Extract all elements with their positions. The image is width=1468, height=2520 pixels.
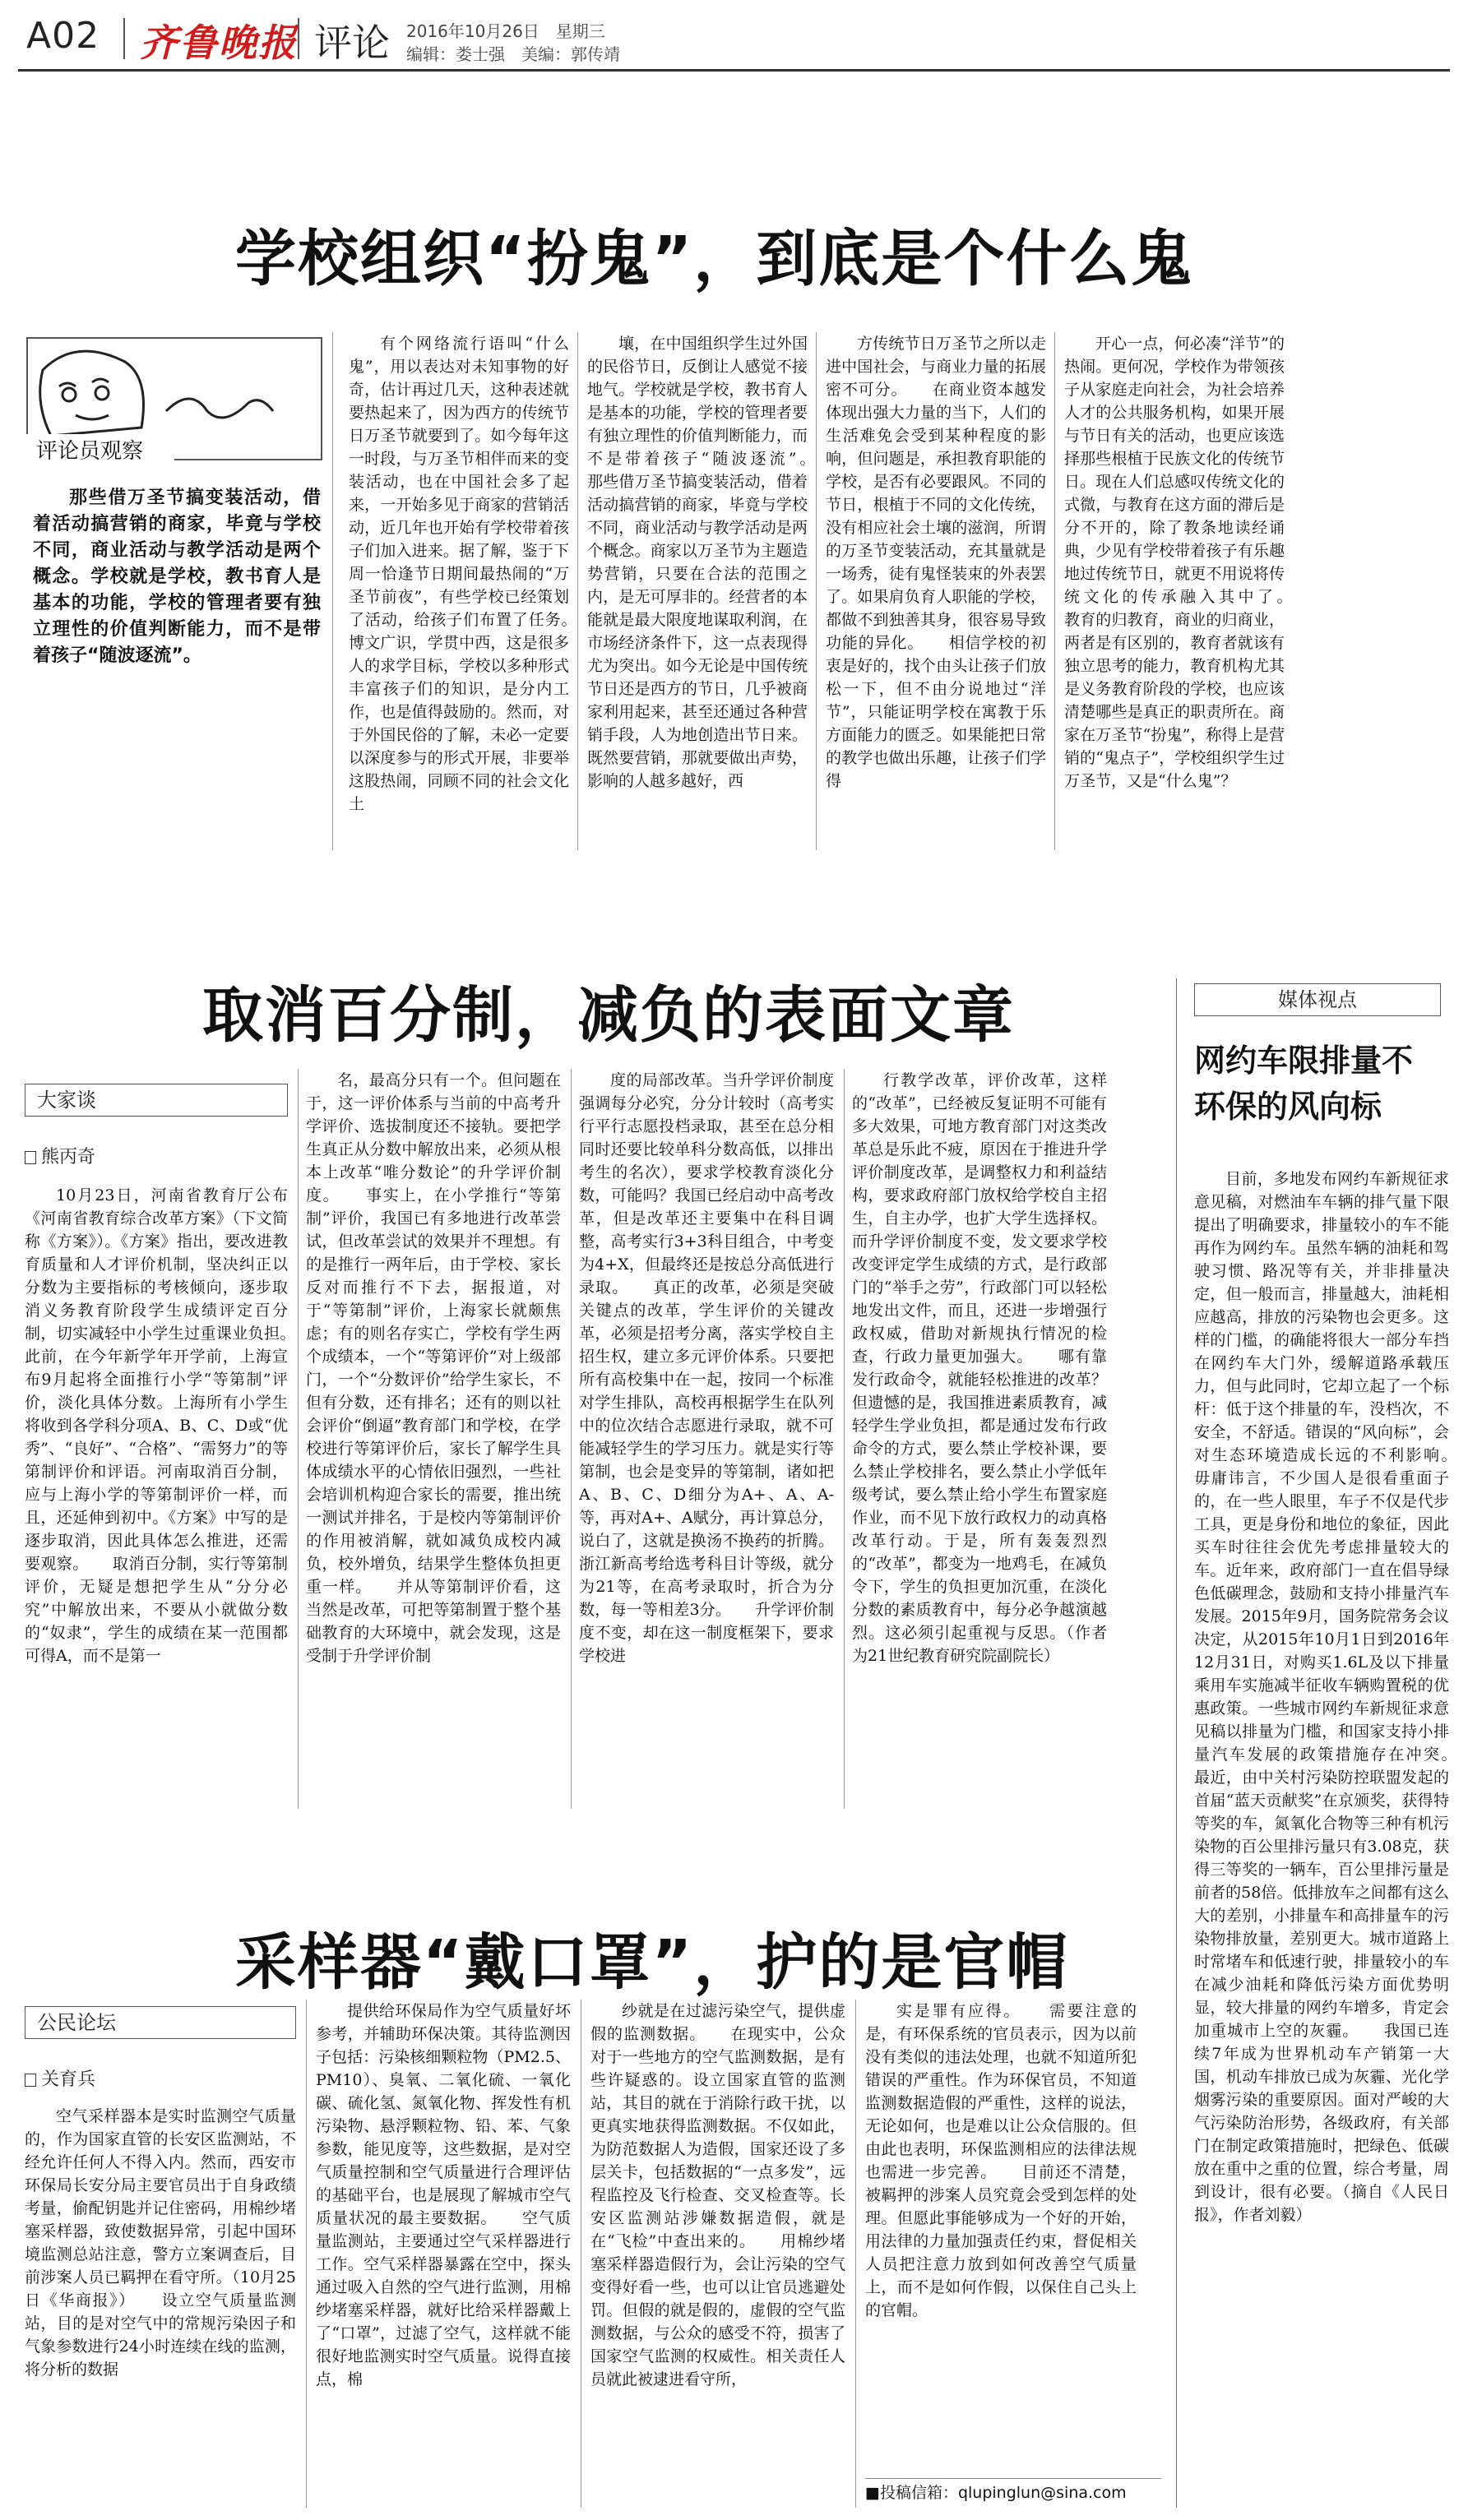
article3-column-2: 提供给环保局作为空气质量好坏参考，并辅助环保决策。其待监测因子包括：污染核细颗粒物（PM2.5、PM10）、臭氧、二氧化硫、一氧化碳、硫化氢、氮氧化物、挥发性有机污染物、悬浮颗粒物、铅、苯、气象参数，能见度等，这些数据，是对空气质量控制和空气质量进行合理评估的基础平台，也是展现了解城市空气质量状况的最主要数据。 空气质量监测站，主要通过空气采样器进行工作。空气采样器暴露在空中，探头通过吸入自然的空气进行监测，用棉纱堵塞采样器，就好比给采样器戴上了“口罩”，过滤了空气，这样就不能很好地监测实时空气质量。说得直接点，棉: [316, 2002, 571, 2388]
column-rule: [332, 332, 333, 850]
column-rule: [306, 2000, 307, 2508]
article1-column-1: 有个网络流行语叫“什么鬼”，用以表达对未知事物的好奇，估计再过几天，这种表述就要热起来了，因为西方的传统节日万圣节就要到了。如今每年这一时段，与万圣节相伴而来的变装活动，也在中国社会多了起来，一开始多见于商家的营销活动，近几年也开始有学校带着孩子们加入进来。据了解，鉴于下周一恰逢节日期间最热闹的“万圣节前夜”，有些学校已经策划了活动，给孩子们布置了任务。 博文广识，学贯中西，这是很多人的求学目标，学校以多种形式丰富孩子们的知识，是分内工作，也是值得鼓励的。然而，对于外国民俗的了解，未必一定要以深度参与的形式开展，非要举这股热闹，同顾不同的社会文化土: [349, 335, 569, 813]
sidebar-title: 网约车限排量不环保的风向标: [1194, 1043, 1414, 1125]
author-byline: [25, 2065, 95, 2091]
column-rule: [571, 1069, 572, 1809]
article1-column-3: 方传统节日万圣节之所以走进中国社会，与商业力量的拓展密不可分。 在商业资本越发体现出强大力量的当下，人们的生活难免会受到某种程度的影响，但问题是，承担教育职能的学校，是否有必要跟风。不同的节日，根植于不同的文化传统，没有相应社会土壤的滋润，所谓的万圣节变装活动，充其量就是一场秀，徒有鬼怪装束的外表罢了。如果肩负育人职能的学校，都做不到独善其身，很容易导致功能的异化。 相信学校的初衷是好的，找个由头让孩子们放松一下，但不由分说地过“洋节”，只能证明学校在寓教于乐方面能力的匮乏。如果能把日常的教学也做出乐趣，让孩子们学得: [826, 335, 1046, 790]
column-label: 评论员观察: [26, 434, 174, 469]
article3-headline: 采样器“戴口罩”，护的是官帽: [235, 1927, 1069, 1998]
header-divider: [123, 18, 125, 59]
author-byline: [25, 1143, 95, 1168]
author-name: 关育兵: [41, 2069, 96, 2090]
article1-column-4: 开心一点，何必凑“洋节”的热闹。更何况，学校作为带领孩子从家庭走向社会，为社会培养人才的公共服务机构，如果开展与节日有关的活动，也更应该选择那些根植于民族文化的传统节日。现在人们总感叹传统文化的式微，与教育在这方面的滞后是分不开的，除了教条地读经诵典，少见有学校带着孩子有乐趣地过传统节日，就更不用说将传统文化的传承融入其中了。 教育的归教育，商业的归商业，两者是有区别的，教育者就该有独立思考的能力，教育机构尤其是义务教育阶段的学校，也应该清楚哪些是真正的职责所在。商家在万圣节“扮鬼”，称得上是营销的“鬼点子”，学校组织学生过万圣节，又是“什么鬼”？: [1064, 335, 1285, 790]
article1-column-2: 壤，在中国组织学生过外国的民俗节日，反倒让人感觉不接地气。学校就是学校，教书育人是基本的功能，学校的管理者要有独立理性的价值判断能力，而不是带着孩子“随波逐流”。 那些借万圣节搞变装活动，借着活动搞营销的商家，毕竟与学校不同，商业活动与教学活动是两个概念。商家以万圣节为主题造势营销，只要在合法的范围之内，是无可厚非的。经营者的本能就是最大限度地谋取利润，在市场经济条件下，这一点表现得尤为突出。如今无论是中国传统节日还是西方的节日，几乎被商家利用起来，甚至还通过各种营销手段，人为地创造出节日来。既然要营销，那就要做出声势，影响的人越多越好，西: [587, 335, 808, 790]
contribute-email: ■投稿信箱：qlupinglun@sina.com: [865, 2478, 1161, 2506]
article2-headline: 取消百分制，减负的表面文章: [202, 980, 1015, 1051]
date-line: 2016年10月26日 星期三: [406, 21, 605, 41]
column-rule: [577, 332, 578, 850]
byline-marker: [25, 2074, 36, 2087]
article1-headline: 学校组织“扮鬼”，到底是个什么鬼: [235, 224, 1194, 294]
article2-column-1: 10月23日，河南省教育厅公布《河南省教育综合改革方案》（下文简称《方案》）。《方案》指出，要改进教育质量和人才评价机制，坚决纠正以分数为主要指标的考核倾向，逐步取消义务教育阶段学生成绩评定百分制，切实减轻中小学生过重课业负担。 此前，在今年新学年开学前，上海宣布9月起将全面推行小学“等第制”评价，淡化具体分数。上海所有小学生将收到各学科分项A、B、C、D或“优秀”、“良好”、“合格”、“需努力”的等第制评价和评语。河南取消百分制，应与上海小学的等第制评价一样，而且，还延伸到初中。《方案》中写的是逐步取消，因此具体怎么推进，还需要观察。 取消百分制，实行等第制评价，无疑是想把学生从“分分必究”中解放出来，不要从小就做分数的“奴隶”，学生的成绩在某一范围都可得A，而不是第一: [25, 1186, 288, 1665]
column-rule: [844, 1069, 845, 1809]
article2-column-2: 名，最高分只有一个。但问题在于，这一评价体系与当前的中高考升学评价、选拔制度还不接轨。要把学生真正从分数中解放出来，必须从根本上改革“唯分数论”的升学评价制度。 事实上，在小学推行“等第制”评价，我国已有多地进行改革尝试，但改革尝试的效果并不理想。有的是推行一两年后，由于学校、家长反对而推行不下去，据报道，对于“等第制”评价，上海家长就颇焦虑；有的则名存实亡，学校有学生两个成绩本，一个“等第评价”对上级部门，一个“分数评价”给学生家长，不但有分数，还有排名；还有的则以社会评价“倒逼”教育部门和学校，在学校进行等第评价后，家长了解学生具体成绩水平的心情依旧强烈，一些社会培训机构迎合家长的需要，推出统一测试并排名，于是校内等第制评价的作用被消解，就如减负成校内减负，校外增负，结果学生整体负担更重一样。 并从等第制评价看，这当然是改革，可把等第制置于整个基础教育的大环境中，就会发现，这是受制于升学评价制: [306, 1071, 561, 1665]
header-rule: [18, 69, 1450, 72]
article1-lead: 那些借万圣节搞变装活动，借着活动搞营销的商家，毕竟与学校不同，商业活动与教学活动是两个概念。学校就是学校，教书育人是基本的功能，学校的管理者要有独立理性的价值判断能力，而不是带着孩子“随波逐流”。: [33, 488, 321, 666]
article3-column-4: 实是罪有应得。 需要注意的是，有环保系统的官员表示，因为以前没有类似的违法处理，也就不知道所犯错误的严重性。作为环保官员，不知道监测数据造假的严重性，这样的说法，无论如何，也是难以让公众信服的。但由此也表明，环保监测相应的法律法规也需进一步完善。 目前还不清楚，被羁押的涉案人员究竟会受到怎样的处理。但愿此事能够成为一个好的开始，用法律的力量加强责任约束，督促相关人员把注意力放到如何改善空气质量上，而不是如何作假，以保住自己头上的官帽。: [865, 2002, 1137, 2319]
header-divider: [298, 18, 299, 59]
section-name: 评论: [314, 21, 390, 65]
column-label: 公民论坛: [25, 2006, 296, 2039]
page-number: A02: [26, 15, 100, 57]
article2-column-3: 度的局部改革。当升学评价制度强调每分必究，分分计较时（高考实行平行志愿投档录取，甚至在总分相同时还要比较单科分数高低，以排出考生的名次），要求学校教育淡化分数，可能吗？我国已经启动中高考改革，但是改革还主要集中在科目调整，高考实行3+3科目组合，中考变为4+X，但最终还是按总分高低进行录取。 真正的改革，必须是突破关键点的改革，学生评价的关键改革，必须是招考分离，落实学校自主招生权，建立多元评价体系。只要把所有高校集中在一起，按同一个标准对学生排队，高校再根据学生在队列中的位次结合志愿进行录取，就不可能减轻学生的学习压力。就是实行等第制，也会是变异的等第制，诸如把A、B、C、D细分为A+、A、A-等，再对A+、A赋分，再计算总分，说白了，这就是换汤不换药的折腾。浙江新高考给选考科目计等级，就分为21等，在高考录取时，折合为分数，每一等相差3分。 升学评价制度不变，却在这一制度框架下，要求学校进: [579, 1071, 834, 1665]
column-rule: [1054, 332, 1055, 850]
sidebar-label: 媒体视点: [1194, 983, 1441, 1016]
newspaper-logo: 齐鲁晚报: [140, 21, 298, 65]
column-rule: [298, 1069, 299, 1809]
sidebar-body: 目前，多地发布网约车新规征求意见稿，对燃油车车辆的排气量下限提出了明确要求，排量较小的车不能再作为网约车。虽然车辆的油耗和驾驶习惯、路况等有关，并非排量决定，但一般而言，排量越大，油耗相应越高，排放的污染物也会更多。这样的门槛，的确能将很大一部分车挡在网约车大门外，缓解道路承载压力，但与此同时，它却立起了一个标杆：低于这个排量的车，没档次，不安全，不舒适。错误的“风向标”，会对生态环境造成长远的不利影响。 毋庸讳言，不少国人是很看重面子的，在一些人眼里，车子不仅是代步工具，更是身份和地位的象征，因此买车时往往会优先考虑排量较大的车。近年来，政府部门一直在倡导绿色低碳理念，鼓励和支持小排量汽车发展。2015年9月，国务院常务会议决定，从2015年10月1日到2016年12月31日，对购买1.6L及以下排量乘用车实施减半征收车辆购置税的优惠政策。一些城市网约车新规征求意见稿以排量为门槛，和国家支持小排量汽车发展的政策措施存在冲突。 最近，由中关村污染防控联盟发起的首届“蓝天贡献奖”在京颁奖，获得特等奖的车，氮氧化合物等三种有机污染物的百公里排污量只有3.08克，获得三等奖的一辆车，百公里排污量是前者的58倍。低排放车之间都有这么大的差别，小排量车和高排量车的污染物排放量，差别更大。城市道路上时常堵车和低速行驶，排量较小的车在减少油耗和降低污染方面优势明显，较大排量的网约车增多，肯定会加重城市上空的灰霾。 我国已连续7年成为世界机动车产销第一大国，机动车排放已成为灰霾、光化学烟雾污染的重要原因。面对严峻的大气污染防治形势，各级政府，有关部门在制定政策措施时，把绿色、低碳放在重中之重的位置，综合考量，周到设计，很有必要。（摘自《人民日报》，作者刘毅）: [1194, 1170, 1449, 2224]
column-label: 大家谈: [25, 1084, 288, 1117]
article2-column-4: 行教学改革，评价改革，这样的“改革”，已经被反复证明不可能有多大效果，可地方教育部门对这类改革总是乐此不疲，原因在于推进升学评价制度改革，是调整权力和利益结构，要求政府部门放权给学校自主招生，自主办学，也扩大学生选择权。而升学评价制度不变，发文要求学校改变评定学生成绩的方式，是行政部门的“举手之劳”，行政部门可以轻松地发出文件，而且，还进一步增强行政权威，借助对新规执行情况的检查，行政力量更加强大。 哪有靠发行政命令，就能轻松推进的改革？但遗憾的是，我国推进素质教育，减轻学生学业负担，都是通过发布行政命令的方式，要么禁止学校补课，要么禁止学校排名，要么禁止小学低年级考试，要么禁止给小学生布置家庭作业，而不见下放行政权力的动真格改革行动。于是，所有轰轰烈烈的“改革”，都变为一地鸡毛，在减负令下，学生的负担更加沉重，在淡化分数的素质教育中，每分必争越演越烈。这必须引起重视与反思。（作者为21世纪教育研究院副院长）: [852, 1071, 1107, 1665]
article3-column-1: 空气采样器本是实时监测空气质量的，作为国家直管的长安区监测站，不经允许任何人不得入内。然而，西安市环保局长安分局主要官员出于自身政绩考量，偷配钥匙并记住密码，用棉纱堵塞采样器，致使数据异常，引起中国环境监测总站注意，警方立案调查后，目前涉案人员已羁押在看守所。（10月25日《华商报》） 设立空气质量监测站，目的是对空气中的常规污染因子和气象参数进行24小时连续在线的监测，将分析的数据: [25, 2107, 296, 2379]
byline-marker: [25, 1151, 36, 1164]
author-name: 熊丙奇: [41, 1147, 96, 1168]
article3-column-3: 纱就是在过滤污染空气，提供虚假的监测数据。 在现实中，公众对于一些地方的空气监测数据，是有些许疑惑的。设立国家直管的监测站，其目的就在于消除行政干扰，以更真实地获得监测数据。不仅如此，为防范数据人为造假，国家还设了多层关卡，包括数据的“一点多发”，远程监控及飞行检查、交叉检查等。长安区监测站涉嫌数据造假，就是在“飞检”中查出来的。 用棉纱堵塞采样器造假行为，会让污染的空气变得好看一些，也可以让官员逃避处罚。但假的就是假的，虚假的空气监测数据，与公众的感受不符，损害了国家空气监测的权威性。相关责任人员就此被逮进看守所，: [590, 2002, 845, 2388]
column-rule: [855, 2000, 856, 2508]
page-header: [18, 7, 1450, 71]
column-rule: [816, 332, 817, 850]
editors-line: 编辑：娄士强 美编：郭传靖: [406, 44, 620, 64]
sidebar-rule: [1176, 978, 1177, 2508]
